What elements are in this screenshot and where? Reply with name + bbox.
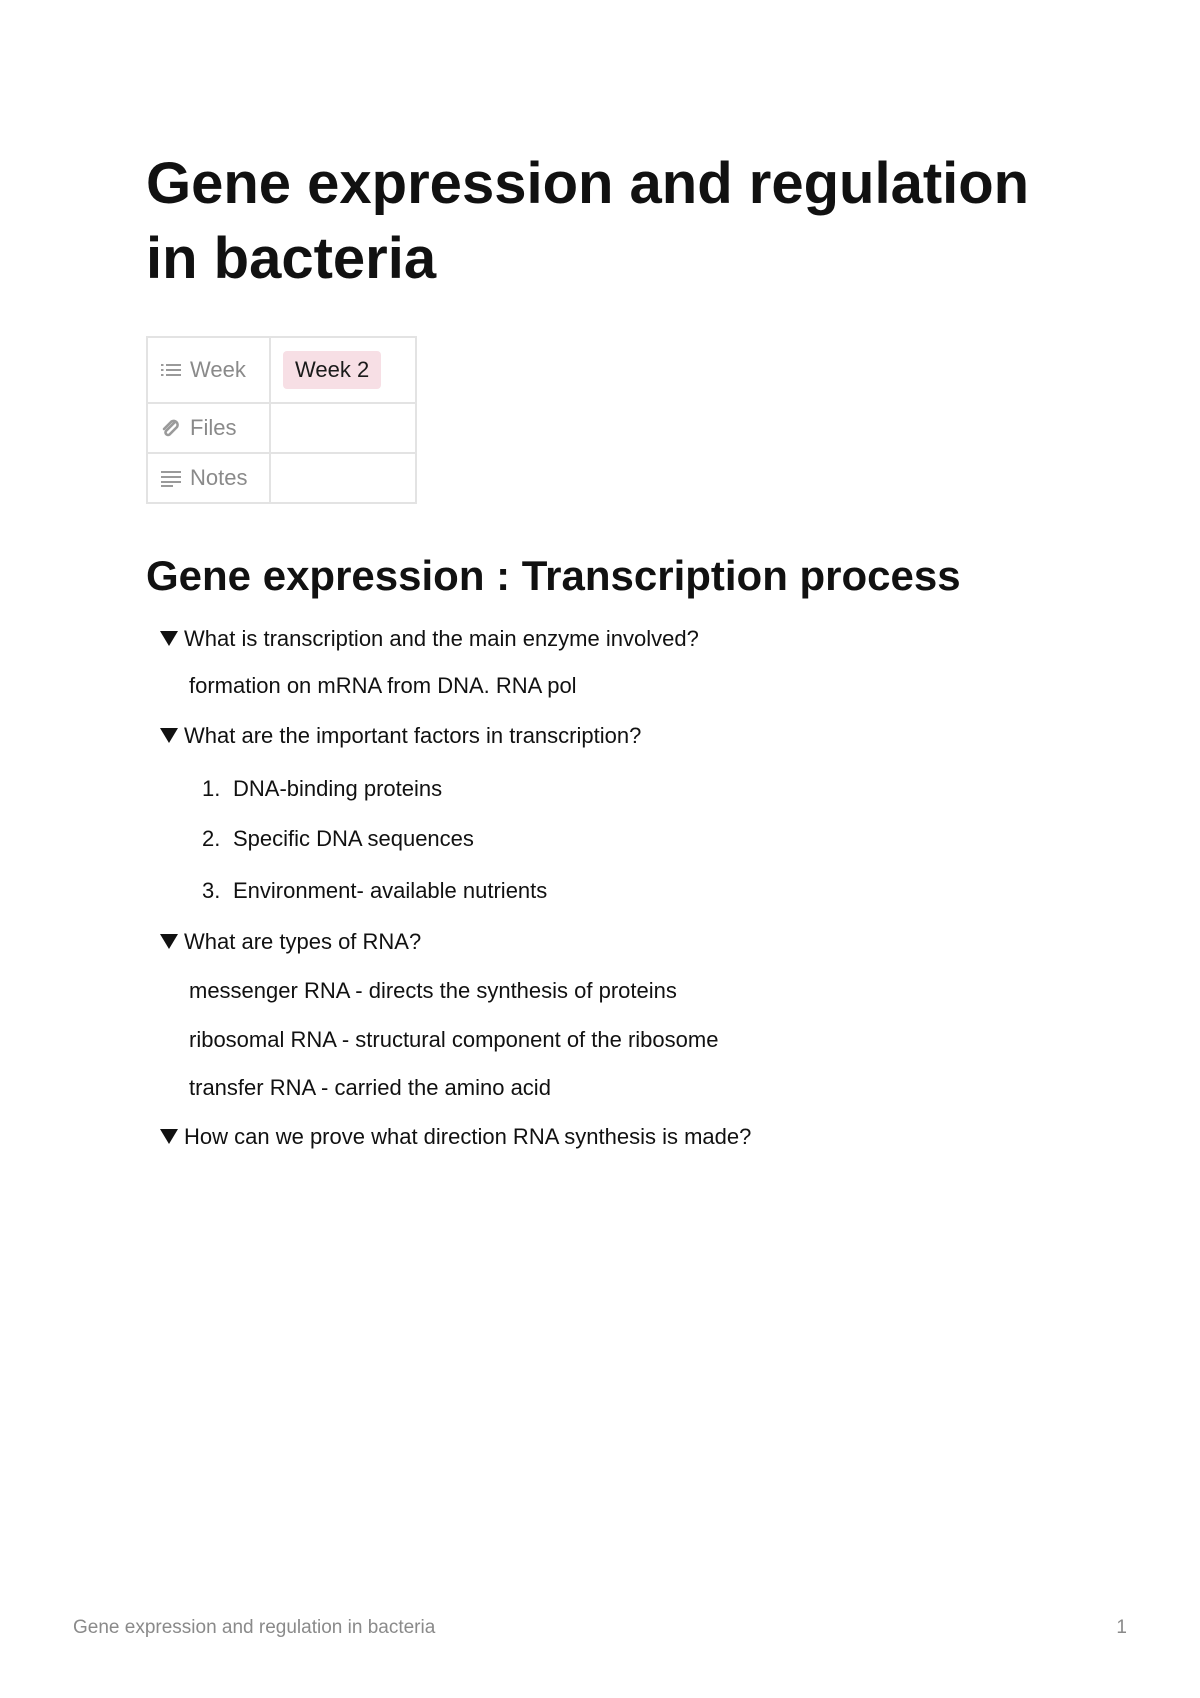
property-row-week (147, 337, 416, 403)
property-value-notes[interactable] (270, 453, 416, 503)
toggle-factors[interactable] (160, 721, 641, 751)
toggle-answer: ribosomal RNA - structural component of the ribosome (189, 1027, 719, 1052)
triangle-down-icon[interactable] (160, 728, 178, 743)
list-text: Specific DNA sequences (233, 826, 474, 851)
toggle-question: What are the important factors in transcription? (184, 723, 642, 748)
property-value-week[interactable] (270, 337, 416, 403)
week-tag[interactable]: Week 2 (283, 351, 381, 389)
page-number: 1 (1116, 1617, 1127, 1638)
property-label: Files (190, 415, 237, 440)
footer-title: Gene expression and regulation in bacteria (73, 1617, 436, 1638)
section-heading: Gene expression : Transcription process (146, 552, 961, 599)
list-number: 1. (202, 776, 221, 801)
list-text: Environment- available nutrients (233, 878, 548, 903)
toggle-question: How can we prove what direction RNA synthesis is made? (184, 1124, 752, 1149)
property-key-week (147, 337, 270, 403)
toggle-rna-types[interactable] (160, 927, 421, 957)
list-number: 2. (202, 826, 221, 851)
toggle-answer: formation on mRNA from DNA. RNA pol (189, 673, 577, 698)
property-key-files (147, 403, 270, 453)
toggle-answer: transfer RNA - carried the amino acid (189, 1075, 551, 1100)
text-lines-icon (160, 469, 182, 487)
list-icon (160, 361, 182, 379)
property-label: Notes (190, 465, 248, 490)
toggle-answer: messenger RNA - directs the synthesis of proteins (189, 978, 677, 1003)
properties-table (146, 336, 417, 504)
triangle-down-icon[interactable] (160, 631, 178, 646)
triangle-down-icon[interactable] (160, 934, 178, 949)
property-row-files (147, 403, 416, 453)
property-row-notes (147, 453, 416, 503)
toggle-question: What is transcription and the main enzyme involved? (184, 626, 699, 651)
toggle-rna-direction[interactable] (160, 1122, 751, 1152)
triangle-down-icon[interactable] (160, 1129, 178, 1144)
property-label: Week (190, 357, 246, 382)
paperclip-icon (160, 419, 182, 437)
list-item (202, 774, 442, 804)
property-value-files[interactable] (270, 403, 416, 453)
page-title: Gene expression and regulation in bacteria (146, 151, 1030, 291)
list-item (202, 824, 474, 854)
list-text: DNA-binding proteins (233, 776, 443, 801)
property-key-notes (147, 453, 270, 503)
toggle-transcription[interactable] (160, 624, 699, 654)
list-number: 3. (202, 878, 221, 903)
list-item (202, 876, 547, 906)
toggle-question: What are types of RNA? (184, 929, 422, 954)
